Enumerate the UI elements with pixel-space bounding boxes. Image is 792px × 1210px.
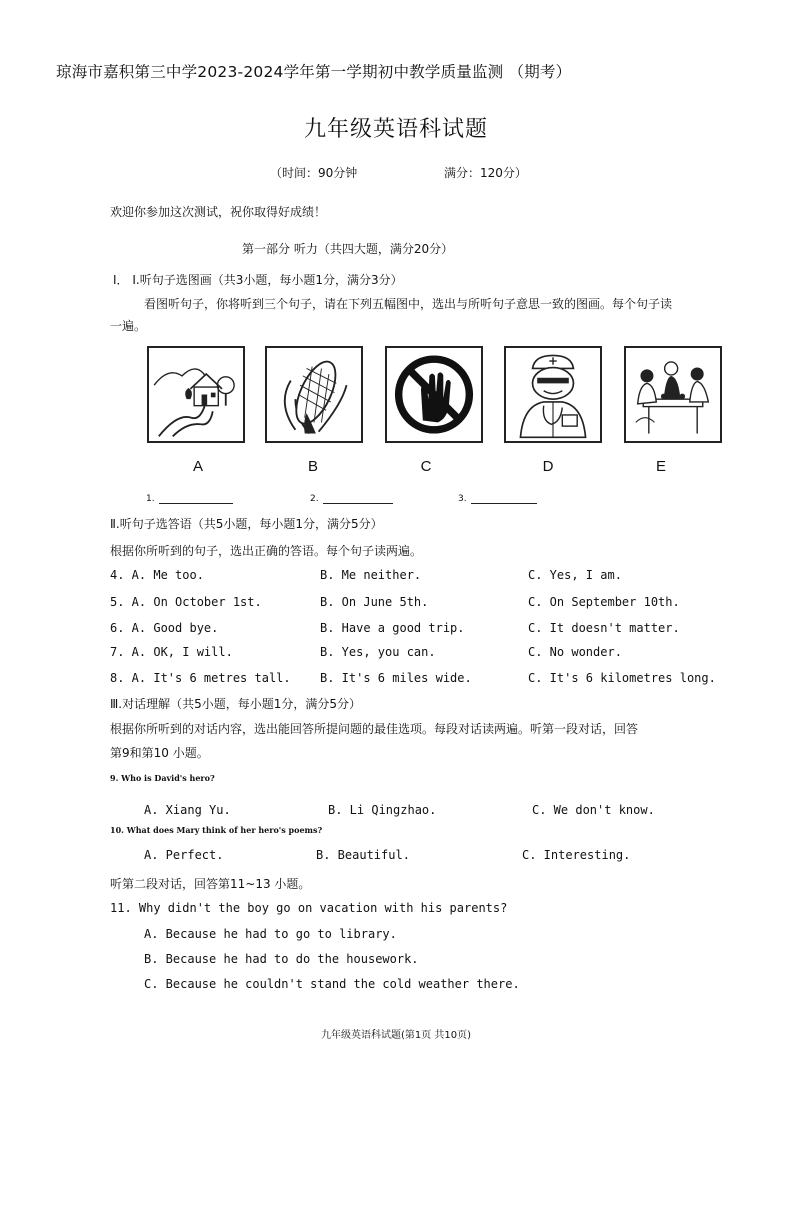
picture-b: [265, 346, 363, 443]
section3-title: Ⅲ.对话理解（共5小题，每小题1分，满分5分）: [110, 697, 361, 711]
picture-d: [504, 346, 602, 443]
exam-title: 九年级英语科试题: [303, 117, 488, 142]
school-header: 琼海市嘉积第三中学2023-2024学年第一学期初中教学质量监测 （期考）: [56, 63, 572, 81]
question-10-a: A. Perfect.: [144, 848, 224, 862]
picture-label-d: D: [542, 458, 554, 475]
welcome-text: 欢迎你参加这次测试，祝你取得好成绩！: [110, 205, 327, 219]
question-5-a: 5. A. On October 1st.: [110, 595, 262, 609]
picture-label-a: A: [192, 458, 203, 475]
picture-label-b: B: [307, 458, 318, 475]
section2-instruction: 根据你所听到的句子，选出正确的答语。每个句子读两遍。: [110, 544, 423, 558]
question-7-b: B. Yes, you can.: [320, 645, 436, 659]
house-landscape-icon: [149, 348, 243, 441]
question-4-b: B. Me neither.: [320, 568, 422, 582]
question-6-b: B. Have a good trip.: [320, 621, 465, 635]
question-10-b: B. Beautiful.: [316, 848, 410, 862]
question-11-b: B. Because he had to do the housework.: [144, 952, 419, 966]
question-5-b: B. On June 5th.: [320, 595, 429, 609]
blank-number: 2.: [310, 494, 319, 504]
question-6-c: C. It doesn't matter.: [528, 621, 680, 635]
question-11-c: C. Because he couldn't stand the cold weather there.: [144, 977, 520, 991]
question-6-a: 6. A. Good bye.: [110, 621, 219, 635]
question-11-a: A. Because he had to go to library.: [144, 927, 397, 941]
question-5-c: C. On September 10th.: [528, 595, 680, 609]
answer-blank-1[interactable]: [146, 494, 233, 504]
picture-e: [624, 346, 722, 443]
picture-a: [147, 346, 245, 443]
dialog2-instruction: 听第二段对话，回答第11~13 小题。: [110, 877, 311, 891]
question-4-a: 4. A. Me too.: [110, 568, 204, 582]
part1-title: 第一部分 听力（共四大题，满分20分）: [242, 242, 454, 256]
section1-instruction-cont: 一遍。: [110, 319, 147, 333]
blank-number: 1.: [146, 494, 155, 504]
dinner-party-icon: [626, 348, 720, 441]
question-10: 10. What does Mary think of her hero's poems?: [110, 825, 323, 835]
exam-time: （时间：90分钟: [270, 166, 358, 180]
section2-title: Ⅱ.听句子选答语（共5小题，每小题1分，满分5分）: [110, 517, 383, 531]
answer-blank-3[interactable]: [458, 494, 537, 504]
question-4-c: C. Yes, I am.: [528, 568, 622, 582]
question-8-a: 8. A. It's 6 metres tall.: [110, 671, 291, 685]
doctor-icon: [506, 348, 600, 441]
question-8-c: C. It's 6 kilometres long.: [528, 671, 716, 685]
corn-icon: [267, 348, 361, 441]
question-11: 11. Why didn't the boy go on vacation with his parents?: [110, 901, 508, 915]
section1-instruction: 看图听句子，你将听到三个句子，请在下列五幅图中，选出与所听句子意思一致的图画。每个句子读: [144, 297, 673, 311]
question-8-b: B. It's 6 miles wide.: [320, 671, 472, 685]
question-9-b: B. Li Qingzhao.: [328, 803, 437, 817]
question-7-c: C. No wonder.: [528, 645, 622, 659]
picture-label-e: E: [655, 458, 666, 475]
exam-score: 满分：120分）: [444, 166, 527, 180]
question-7-a: 7. A. OK, I will.: [110, 645, 233, 659]
section3-instruction-cont: 第9和第10 小题。: [110, 746, 209, 760]
page-footer: 九年级英语科试题(第1页 共10页): [320, 1030, 472, 1041]
section1-title: Ⅰ． Ⅰ.听句子选图画（共3小题，每小题1分，满分3分）: [113, 273, 403, 287]
question-9-a: A. Xiang Yu.: [144, 803, 231, 817]
no-touch-sign-icon: [387, 348, 481, 441]
question-9-c: C. We don't know.: [532, 803, 655, 817]
question-10-c: C. Interesting.: [522, 848, 631, 862]
question-9: 9. Who is David's hero?: [110, 773, 215, 783]
answer-blank-2[interactable]: [310, 494, 393, 504]
picture-label-c: C: [420, 458, 432, 475]
section3-instruction: 根据你所听到的对话内容，选出能回答所提问题的最佳选项。每段对话读两遍。听第一段对话，回答: [110, 722, 639, 736]
blank-number: 3.: [458, 494, 467, 504]
picture-c: [385, 346, 483, 443]
